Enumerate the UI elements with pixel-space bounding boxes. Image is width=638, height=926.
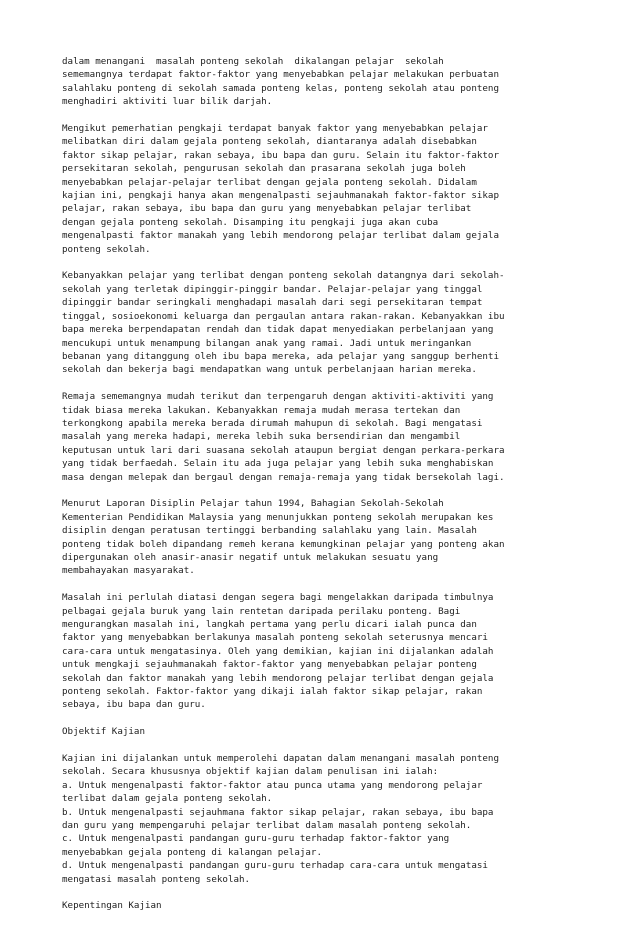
text-line: Kementerian Pendidikan Malaysia yang menunjukkan ponteng sekolah merupakan kes <box>62 511 494 523</box>
text-line: masalah yang mereka hadapi, mereka lebih suka bersendirian dan mengambil <box>62 431 461 443</box>
text-line: mengenalpasti faktor manakah yang lebih mendorong pelajar terlibat dalam gejala <box>62 230 499 242</box>
text-line: keputusan untuk lari dari suasana sekolah ataupun bergiat dengan perkara-perkara <box>62 444 505 456</box>
text-line: sekolah dan faktor manakah yang lebih mendorong pelajar terlibat dengan gejala <box>62 672 494 684</box>
text-line: melibatkan diri dalam gejala ponteng sekolah, diantaranya adalah disebabkan <box>62 136 477 148</box>
text-line: bebanan yang ditanggung oleh ibu bapa mereka, ada pelajar yang sanggup berhenti <box>62 350 499 362</box>
text-line: mengatasi masalah ponteng sekolah. <box>62 873 251 885</box>
paragraph <box>62 122 582 256</box>
text-line: Masalah ini perlulah diatasi dengan segera bagi mengelakkan daripada timbulnya <box>62 592 494 604</box>
text-line: bapa mereka berpendapatan rendah dan tidak dapat menyediakan perbelanjaan yang <box>62 324 494 336</box>
text-line: ponteng tidak boleh dipandang remeh kerana kemungkinan pelajar yang ponteng akan <box>62 538 505 550</box>
paragraph <box>62 591 582 712</box>
text-line: dipergunakan oleh anasir-anasir negatif untuk melakukan sesuatu yang <box>62 551 439 563</box>
text-line: terlibat dalam gejala ponteng sekolah. <box>62 793 273 805</box>
text-line: faktor yang menyebabkan berlakunya masalah ponteng sekolah seterusnya mencari <box>62 632 488 644</box>
text-line: kajian ini, pengkaji hanya akan mengenalpasti sejauhmanakah faktor-faktor sikap <box>62 190 499 202</box>
text-line: untuk mengkaji sejauhmanakah faktor-faktor yang menyebabkan pelajar ponteng <box>62 659 477 671</box>
text-line: dan guru yang mempengaruhi pelajar terlibat dalam masalah ponteng sekolah. <box>62 820 472 832</box>
document-page <box>62 55 582 926</box>
text-line: Kebanyakkan pelajar yang terlibat dengan ponteng sekolah datangnya dari sekolah- <box>62 270 505 282</box>
text-line: ponteng sekolah. <box>62 243 151 255</box>
text-line: tidak biasa mereka lakukan. Kebanyakkan remaja mudah merasa tertekan dan <box>62 404 461 416</box>
text-line: terkongkong apabila mereka berada dirumah mahupun di sekolah. Bagi mengatasi <box>62 417 483 429</box>
section-heading-kepentingan: Kepentingan Kajian <box>62 900 162 912</box>
text-line: ponteng sekolah. Faktor-faktor yang dikaji ialah faktor sikap pelajar, rakan <box>62 686 483 698</box>
text-line: tinggal, sosioekonomi keluarga dan pergaulan antara rakan-rakan. Kebanyakkan ibu <box>62 310 505 322</box>
text-line: menyebabkan gejala ponteng di kalangan pelajar. <box>62 846 322 858</box>
text-line: menghadiri aktiviti luar bilik darjah. <box>62 96 273 108</box>
objektif-paragraph <box>62 752 582 886</box>
text-line: sebaya, ibu bapa dan guru. <box>62 699 206 711</box>
text-line: salahlaku ponteng di sekolah samada ponteng kelas, ponteng sekolah atau ponteng <box>62 82 499 94</box>
text-line: masa dengan melepak dan bergaul dengan remaja-remaja yang tidak bersekolah lagi. <box>62 471 505 483</box>
text-line: disiplin dengan peratusan tertinggi berbanding salahlaku yang lain. Masalah <box>62 525 477 537</box>
text-line: Kajian ini dijalankan untuk memperolehi dapatan dalam menangani masalah ponteng <box>62 753 499 765</box>
text-line: dipinggir bandar seringkali menghadapi masalah dari segi persekitaran tempat <box>62 297 483 309</box>
text-line: mencukupi untuk menampung bilangan anak yang ramai. Jadi untuk meringankan <box>62 337 472 349</box>
text-line: sekolah. Secara khususnya objektif kajian dalam penulisan ini ialah: <box>62 766 439 778</box>
text-line: pelbagai gejala buruk yang lain rentetan daripada perilaku ponteng. Bagi <box>62 605 461 617</box>
text-line: menyebabkan pelajar-pelajar terlibat dengan gejala ponteng sekolah. Didalam <box>62 176 477 188</box>
text-line: a. Untuk mengenalpasti faktor-faktor atau punca utama yang mendorong pelajar <box>62 779 483 791</box>
text-line: pelajar, rakan sebaya, ibu bapa dan guru yang menyebabkan pelajar terlibat <box>62 203 472 215</box>
text-line: b. Untuk mengenalpasti sejauhmana faktor sikap pelajar, rakan sebaya, ibu bapa <box>62 806 494 818</box>
text-line: sekolah dan bekerja bagi mendapatkan wang untuk perbelanjaan harian mereka. <box>62 364 477 376</box>
text-line: Remaja sememangnya mudah terikut dan terpengaruh dengan aktiviti-aktiviti yang <box>62 391 494 403</box>
text-line: dengan gejala ponteng sekolah. Disamping itu pengkaji juga akan cuba <box>62 216 439 228</box>
text-line: persekitaran sekolah, pengurusan sekolah dan prasarana sekolah juga boleh <box>62 163 466 175</box>
paragraph <box>62 390 582 484</box>
text-line: faktor sikap pelajar, rakan sebaya, ibu bapa dan guru. Selain itu faktor-faktor <box>62 149 499 161</box>
text-line: cara-cara untuk mengatasinya. Oleh yang demikian, kajian ini dijalankan adalah <box>62 645 494 657</box>
text-line: sekolah yang terletak dipinggir-pinggir bandar. Pelajar-pelajar yang tinggal <box>62 283 483 295</box>
text-line: membahayakan masyarakat. <box>62 565 195 577</box>
text-line: yang tidak berfaedah. Selain itu ada juga pelajar yang lebih suka menghabiskan <box>62 458 494 470</box>
paragraph <box>62 497 582 577</box>
paragraph <box>62 55 582 109</box>
body-text <box>62 55 582 712</box>
paragraph <box>62 269 582 376</box>
section-heading-objektif: Objektif Kajian <box>62 726 145 738</box>
text-line: mengurangkan masalah ini, langkah pertama yang perlu dicari ialah punca dan <box>62 618 477 630</box>
text-line: dalam menangani masalah ponteng sekolah dikalangan pelajar sekolah <box>62 56 444 67</box>
text-line: Menurut Laporan Disiplin Pelajar tahun 1994, Bahagian Sekolah-Sekolah <box>62 498 444 510</box>
text-line: Mengikut pemerhatian pengkaji terdapat banyak faktor yang menyebabkan pelajar <box>62 123 488 135</box>
text-line: c. Untuk mengenalpasti pandangan guru-guru terhadap faktor-faktor yang <box>62 833 450 845</box>
text-line: sememangnya terdapat faktor-faktor yang menyebabkan pelajar melakukan perbuatan <box>62 69 499 81</box>
text-line: d. Untuk mengenalpasti pandangan guru-guru terhadap cara-cara untuk mengatasi <box>62 860 488 872</box>
